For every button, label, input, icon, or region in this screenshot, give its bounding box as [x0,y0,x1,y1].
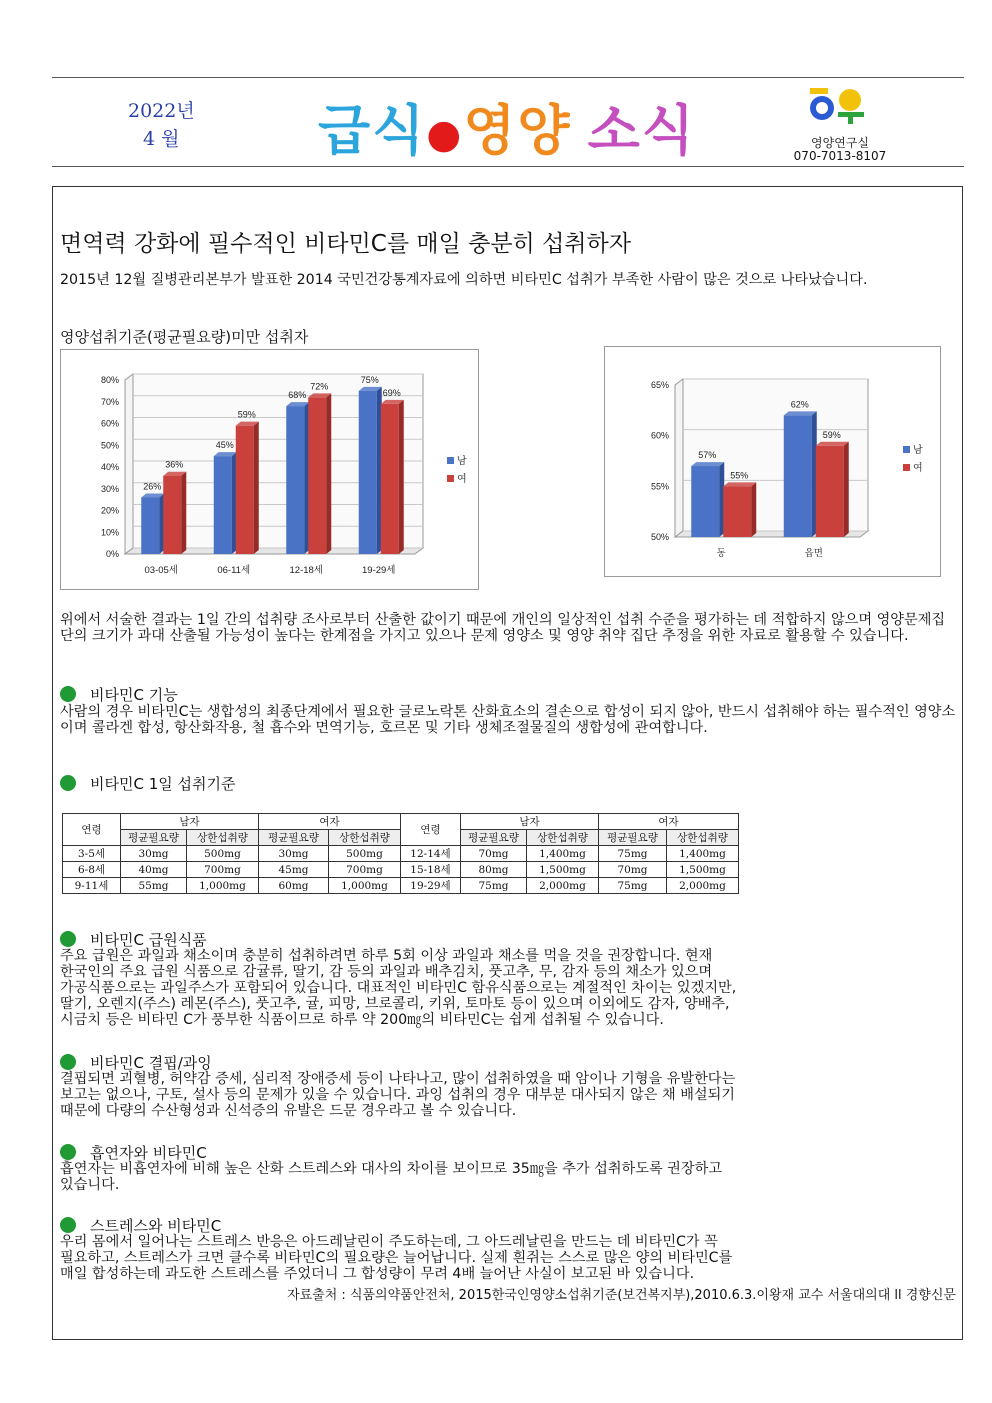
table-cell: 75mg [599,878,667,894]
table-head-ear: 평균필요량 [599,830,667,846]
chart-y-tick-label: 65% [650,380,669,390]
chart-age-group [60,349,479,590]
table-head-row [63,814,739,830]
chart-data-label: 26% [143,481,162,492]
chart-bar-top [691,462,724,466]
article-title: 면역력 강화에 필수적인 비타민C를 매일 충분히 섭취하자 [60,231,631,257]
chart-data-label: 68% [288,390,307,401]
table-head-female: 여자 [599,814,739,830]
table-cell: 75mg [461,878,527,894]
chart-y-tick-label: 20% [100,505,119,516]
table-head-age: 연령 [63,814,121,846]
chart-legend-swatch [903,464,910,471]
chart-y-tick-label: 50% [650,532,669,542]
table-head-ul: 상한섭취량 [187,830,259,846]
chart-legend-label: 남 [457,456,467,467]
chart-bar [381,404,399,554]
chart-data-label: 36% [165,459,184,470]
chart-y-tick-label: 30% [100,483,119,494]
table-cell: 500mg [329,846,401,862]
table-head-female: 여자 [259,814,401,830]
chart-legend-swatch [447,475,454,482]
bullet-icon [60,1054,76,1070]
chart-x-tick-label: 19-29세 [362,565,396,576]
chart-data-label: 69% [382,387,401,398]
table-cell: 60mg [259,878,329,894]
table-cell: 6-8세 [63,862,121,878]
table-cell: 1,500mg [527,862,599,878]
section-function-body: 사람의 경우 비타민C는 생합성의 최종단계에서 필요한 글로노락톤 산화효소의 결손으로 합성이 되지 않아, 반드시 섭취해야 하는 필수적인 영양소이며 콜라겐 합성, 항산화작용, 철 흡수와 면역기능, 호르몬 및 기타 생체조절물질의 생합성에 관여합니다. [60,704,956,736]
chart-data-label: 59% [822,429,841,440]
table-cell: 40mg [121,862,187,878]
table-cell: 30mg [259,846,329,862]
section-deficiency-body: 결핍되면 괴혈병, 허약감 증세, 심리적 장애증세 등이 나타나고, 많이 섭취하였을 때 암이나 기형을 유발한다는 보고는 없으나, 구토, 설사 등의 문제가 있을 수 있습니다. 과잉 섭취의 경우 대부분 대사되지 않은 채 배설되기 때문에 다량의 수산형성과 신석증의 유발은 드문 경우라고 볼 수 있습니다. [60,1071,736,1119]
table-head-ul: 상한섭취량 [527,830,599,846]
chart-y-tick-label: 50% [100,440,119,451]
issue-year: 2022년 [128,100,195,122]
chart-x-tick-label: 동 [716,548,726,559]
chart-bar-top [816,442,849,446]
chart-data-label: 75% [360,374,379,385]
bullet-icon [60,1144,76,1160]
chart-bar [308,397,326,554]
table-head-ear: 평균필요량 [259,830,329,846]
intake-table [62,813,739,894]
chart-bar [723,486,751,537]
banner-dot-icon: ● [426,111,464,158]
chart-bar [359,391,377,554]
chart-bar-side [181,472,186,554]
table-row [63,878,739,894]
chart-bar [816,446,844,537]
table-head-male: 남자 [461,814,599,830]
table-row [63,846,739,862]
table-head-ul: 상한섭취량 [667,830,739,846]
chart-x-tick-label: 03-05세 [144,565,178,576]
table-cell: 70mg [461,846,527,862]
table-head-age: 연령 [401,814,461,846]
section-smoker-title: 흡연자와 비타민C [60,1142,207,1163]
table-head-male: 남자 [121,814,259,830]
table-cell: 700mg [187,862,259,878]
chart-data-label: 62% [790,399,809,410]
source-credit: 자료출처 : 식품의약품안전처, 2015한국인영양소섭취기준(보건복지부),2010.6.3.이왕재 교수 서울대의대 ll 경향신문 [287,1288,956,1303]
section-smoker-body: 흡연자는 비흡연자에 비해 높은 산화 스트레스와 대사의 차이를 보이므로 35㎎을 추가 섭취하도록 권장하고 있습니다. [60,1161,722,1193]
bullet-icon [60,686,76,702]
table-cell: 15-18세 [401,862,461,878]
newsletter-banner [318,88,696,165]
section-stress-title: 스트레스와 비타민C [60,1215,221,1236]
chart-region-svg [605,347,940,576]
table-head-ear: 평균필요량 [461,830,527,846]
chart-x-tick-label: 읍면 [804,548,823,559]
chart-bar-top [784,411,817,415]
chart-data-label: 57% [698,450,717,461]
chart-bar [214,456,232,554]
chart-data-label: 59% [237,409,256,420]
table-cell: 70mg [599,862,667,878]
chart-data-label: 55% [730,470,749,481]
banner-part-nutrition: 영양 [463,99,572,162]
chart-side-wall [125,374,133,554]
chart-bar [286,406,304,554]
table-cell: 1,400mg [667,846,739,862]
chart-legend-label: 여 [457,474,467,485]
table-cell: 12-14세 [401,846,461,862]
chart-bar-side [326,393,331,554]
bullet-icon [60,1217,76,1233]
table-cell: 2,000mg [527,878,599,894]
bullet-icon [60,775,76,791]
table-cell: 500mg [187,846,259,862]
chart-bar-top [723,482,756,486]
chart-data-label: 72% [310,381,329,392]
chart-bar [784,415,812,537]
banner-part-meal: 급식 [318,99,427,162]
office-phone: 070-7013-8107 [793,149,887,163]
table-cell: 19-29세 [401,878,461,894]
logo-text: 하우 [840,122,842,123]
section-deficiency-title: 비타민C 결핍/과잉 [60,1052,212,1073]
chart-bar-side [751,482,756,537]
chart-y-tick-label: 70% [100,396,119,407]
section-stress-body: 우리 몸에서 일어나는 스트레스 반응은 아드레날린이 주도하는데, 그 아드레날린을 만드는 데 비타민C가 꼭 필요하고, 스트레스가 크면 클수록 비타민C의 필요량은 늘어납니다. 실제 흰쥐는 스스로 많은 양의 비타민C를 매일 합성하는데 과도한 스트레스를 주었더니 그 합성량이 무려 4배 늘어난 사실이 보고된 바 있습니다. [60,1234,733,1282]
table-head-ear: 평균필요량 [121,830,187,846]
top-rule [52,77,964,78]
table-cell: 75mg [599,846,667,862]
chart-y-tick-label: 60% [650,430,669,441]
chart-bar-side [399,400,404,554]
table-cell: 55mg [121,878,187,894]
table-cell: 3-5세 [63,846,121,862]
table-cell: 80mg [461,862,527,878]
table-cell: 1,500mg [667,862,739,878]
chart-bar [691,466,719,537]
table-cell: 1,000mg [187,878,259,894]
chart-bar [141,497,159,554]
chart-x-tick-label: 06-11세 [217,565,251,576]
chart-y-tick-label: 10% [100,527,119,538]
section-intake-title: 비타민C 1일 섭취기준 [60,773,235,794]
table-head-ul: 상한섭취량 [329,830,401,846]
chart-legend-swatch [903,446,910,453]
chart-legend-label: 여 [913,463,923,474]
chart-y-tick-label: 60% [100,418,119,429]
section-foods-body: 주요 급원은 과일과 채소이며 충분히 섭취하려면 하루 5회 이상 과일과 채소를 먹을 것을 권장합니다. 현재 한국인의 주요 급원 식품으로 감귤류, 딸기, 감 등의 과일과 배추김치, 풋고추, 무, 감자 등의 채소가 있으며 가공식품으로는 과일주스가 포함되어 있습니다. 대표적인 비타민C 함유식품으로는 계절적인 차이는 있겠지만, 딸기, 오렌지(주스) 레몬(주스), 풋고추, 귤, 피망, 브로콜리, 키위, 토마토 등이 있으며 이외에도 감자, 양배추, 시금치 등은 비타민 C가 풍부한 식품이므로 하루 약 200㎎의 비타민C는 쉽게 섭취될 수 있습니다. [60,948,737,1028]
table-cell: 1,400mg [527,846,599,862]
chart-y-tick-label: 40% [100,462,119,472]
chart-y-tick-label: 55% [650,481,669,492]
section-foods-title: 비타민C 급원식품 [60,929,207,950]
chart-legend-label: 남 [913,445,923,456]
school-logo-icon [808,86,872,124]
table-cell: 45mg [259,862,329,878]
chart-age-group-svg [61,350,478,589]
chart-region [604,346,941,577]
office-name: 영양연구실 [811,136,869,150]
chart-y-tick-label: 80% [100,375,119,385]
note-paragraph: 위에서 서술한 결과는 1일 간의 섭취량 조사로부터 산출한 값이기 때문에 개인의 일상적인 섭취 수준을 평가하는 데 적합하지 않으며 영양문제집단의 크기가 과대 산출될 가능성이 높다는 한계점을 가지고 있으나 문제 영양소 및 영양 취약 집단 추정을 위한 자료로 활용할 수 있습니다. [60,612,946,644]
chart-x-tick-label: 12-18세 [289,565,323,576]
table-row [63,862,739,878]
chart-data-label: 45% [215,440,234,451]
chart-y-tick-label: 0% [105,549,119,559]
chart-side-wall [675,379,683,537]
intro-paragraph: 2015년 12월 질병관리본부가 발표한 2014 국민건강통계자료에 의하면 비타민C 섭취가 부족한 사람이 많은 것으로 나타났습니다. [60,272,868,288]
table-cell: 700mg [329,862,401,878]
header-bottom-rule [52,166,964,167]
banner-part-news: 소식 [587,99,696,162]
table-cell: 2,000mg [667,878,739,894]
bullet-icon [60,931,76,947]
table-cell: 1,000mg [329,878,401,894]
section-function-title: 비타민C 기능 [60,684,178,705]
issue-month: 4 월 [143,128,180,150]
table-cell: 9-11세 [63,878,121,894]
chart-bar [163,476,181,554]
chart-bar-side [254,422,259,554]
chart-bar-side [844,442,849,537]
chart-bar [236,426,254,554]
table-cell: 30mg [121,846,187,862]
chart-legend-swatch [447,457,454,464]
chart-caption: 영양섭취기준(평균필요량)미만 섭취자 [60,328,309,346]
